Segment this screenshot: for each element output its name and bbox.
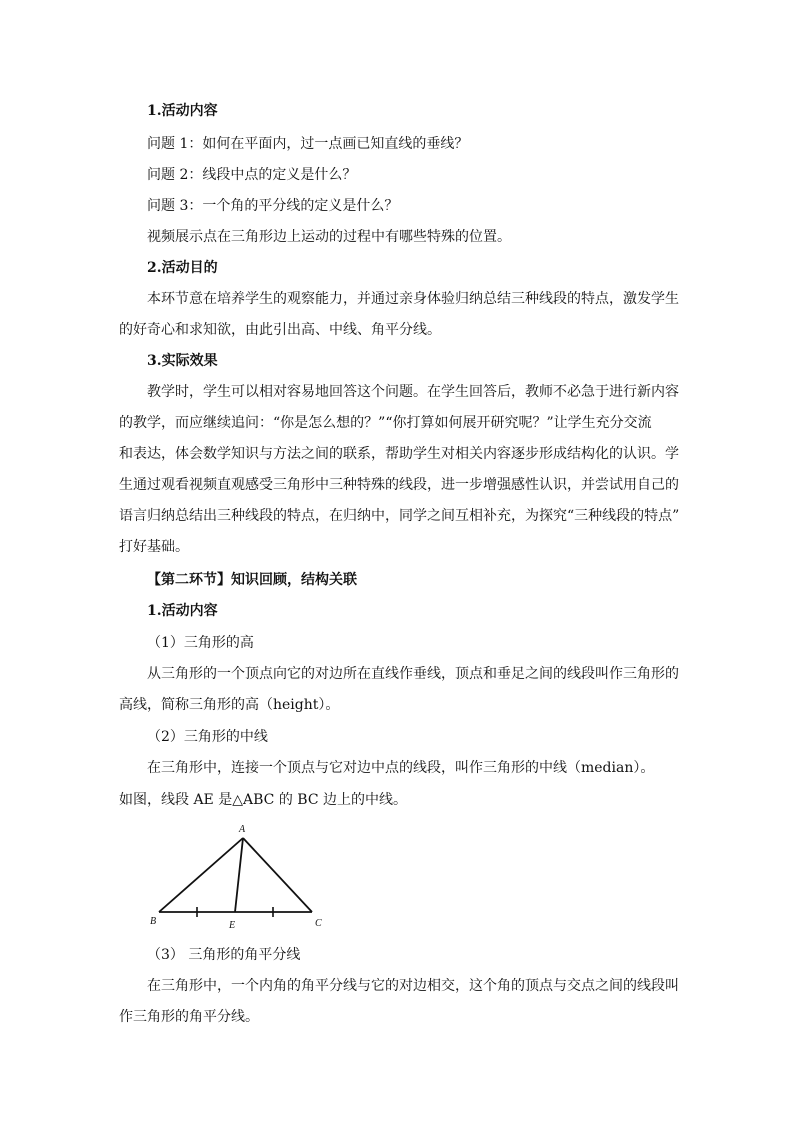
effect-line-2: 的教学，而应继续追问：“你是怎么想的？”“你打算如何展开研究呢？”让学生充分交流	[119, 415, 652, 431]
part2-title: 【第二环节】知识回顾，结构关联	[147, 572, 357, 588]
median-subtitle: （2）三角形的中线	[147, 729, 268, 745]
video-text: 视频展示点在三角形边上运动的过程中有哪些特殊的位置。	[147, 229, 511, 245]
side-ac	[243, 838, 312, 912]
bisector-subtitle: （3） 三角形的角平分线	[147, 947, 301, 963]
side-ab	[159, 838, 243, 912]
vertex-label-a: A	[239, 824, 246, 835]
section-title-activity-purpose: 2.活动目的	[147, 260, 218, 276]
effect-line-5: 语言归纳总结出三种线段的特点，在归纳中，同学之间互相补充，为探究“三种线段的特点”	[119, 508, 680, 524]
effect-line-1: 教学时，学生可以相对容易地回答这个问题。在学生回答后，教师不必急于进行新内容	[147, 384, 679, 400]
question-3: 问题 3：一个角的平分线的定义是什么？	[147, 198, 399, 214]
triangle-median-figure	[140, 818, 340, 933]
height-line-2: 高线，简称三角形的高（height）。	[119, 697, 340, 713]
median-ae	[235, 838, 243, 912]
bisector-line-2: 作三角形的角平分线。	[119, 1009, 259, 1025]
section-title-activity-content: 1.活动内容	[147, 103, 218, 119]
purpose-line-2: 的好奇心和求知欲，由此引出高、中线、角平分线。	[119, 322, 441, 338]
bisector-line-1: 在三角形中，一个内角的角平分线与它的对边相交，这个角的顶点与交点之间的线段叫	[147, 978, 679, 994]
purpose-line-1: 本环节意在培养学生的观察能力，并通过亲身体验归纳总结三种线段的特点，激发学生	[147, 291, 679, 307]
effect-line-4: 生通过观看视频直观感受三角形中三种特殊的线段，进一步增强感性认识，并尝试用自己的	[119, 477, 679, 493]
point-label-e: E	[229, 920, 236, 931]
median-line-2: 如图，线段 AE 是△ABC 的 BC 边上的中线。	[119, 792, 407, 808]
median-line-1: 在三角形中，连接一个顶点与它对边中点的线段，叫作三角形的中线（median）。	[147, 760, 655, 776]
section-title-activity-content-2: 1.活动内容	[147, 603, 218, 619]
vertex-label-b: B	[150, 916, 157, 927]
height-line-1: 从三角形的一个顶点向它的对边所在直线作垂线，顶点和垂足之间的线段叫作三角形的	[147, 666, 679, 682]
section-title-actual-effect: 3.实际效果	[147, 353, 218, 369]
effect-line-3: 和表达，体会数学知识与方法之间的联系，帮助学生对相关内容逐步形成结构化的认识。学	[119, 446, 679, 462]
effect-line-6: 打好基础。	[119, 539, 189, 555]
question-1: 问题 1：如何在平面内，过一点画已知直线的垂线？	[147, 136, 469, 152]
question-2: 问题 2：线段中点的定义是什么？	[147, 167, 357, 183]
vertex-label-c: C	[315, 918, 322, 929]
height-subtitle: （1）三角形的高	[147, 635, 254, 651]
